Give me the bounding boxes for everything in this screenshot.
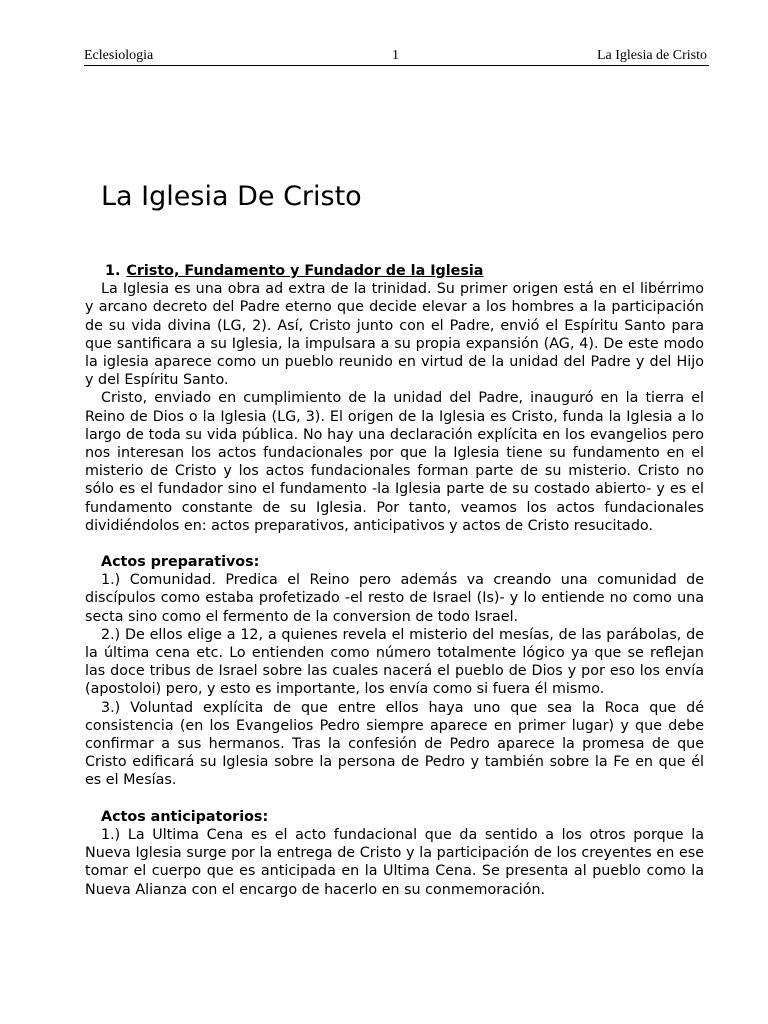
header-course: Eclesiologia bbox=[84, 48, 154, 63]
subheading-anticipatorios: Actos anticipatorios: bbox=[101, 808, 269, 825]
page-header bbox=[84, 47, 709, 66]
list-item: 1.) Comunidad. Predica el Reino pero además va creando una comunidad de discípulos como estaba profetizado -el resto de Israel (Is)- y lo entiende no como una secta sino como el fermento de la conversion de todo Israel. bbox=[85, 572, 704, 625]
list-item: 2.) De ellos elige a 12, a quienes revela el misterio del mesías, de las parábolas, de la última cena etc. Lo entienden como número totalmente lógico ya que se reflejan las doce tribus de Israel sobre las cuales nacerá el pueblo de Dios y por eso los envía (apostoloi) pero, y esto es importante, los envía como si fuera él mismo. bbox=[85, 626, 704, 698]
subheading-preparativos: Actos preparativos: bbox=[101, 554, 260, 571]
document-title: La Iglesia De Cristo bbox=[101, 181, 362, 212]
paragraph: Cristo, enviado en cumplimiento de la unidad del Padre, inauguró en la tierra el Reino de Dios o la Iglesia (LG, 3). El origen de la Iglesia es Cristo, funda la Iglesia a lo largo de toda su vida pública. No hay una declaración explícita en los evangelios pero nos interesan los actos fundacionales por que la Iglesia tiene su fundamento en el misterio de Cristo y los actos fundacionales forman parte de su misterio. Cristo no sólo es el fundador sino el fundamento -la Iglesia parte de su costado abierto- y es el fundamento constante de su Iglesia. Por tanto, veamos los actos fundacionales dividiéndolos en: actos preparativos, anticipativos y actos de Cristo resucitado. bbox=[85, 390, 704, 534]
header-chapter: La Iglesia de Cristo bbox=[596, 48, 707, 63]
document-body bbox=[85, 262, 704, 899]
list-item: 1.) La Ultima Cena es el acto fundacional que da sentido a los otros porque la Nueva Iglesia surge por la entrega de Cristo y la participación de los creyentes en ese tomar el cuerpo que es anticipada en la Ultima Cena. Se presenta al pueblo como la Nueva Alianza con el encargo de hacerlo en su conmemoración. bbox=[85, 826, 704, 898]
paragraph: La Iglesia es una obra ad extra de la trinidad. Su primer origen está en el libérrimo y arcano decreto del Padre eterno que decide elevar a los hombres a la participación de su vida divina (LG, 2). Así, Cristo junto con el Padre, envió el Espíritu Santo para que santificara a su Iglesia, la impulsara a su propia expansión (AG, 4). De este modo la iglesia aparece como un pueblo reunido en virtud de la unidad del Padre y del Hijo y del Espíritu Santo. bbox=[85, 281, 704, 389]
page-number: 1 bbox=[392, 48, 399, 63]
list-item: 3.) Voluntad explícita de que entre ellos haya uno que sea la Roca que dé consistencia (en los Evangelios Pedro siempre aparece en primer lugar) y que debe confirmar a sus hermanos. Tras la confesión de Pedro aparece la promesa de que Cristo edificará su Iglesia sobre la persona de Pedro y también sobre la Fe en que él es el Mesías. bbox=[85, 699, 704, 789]
section-number: 1. bbox=[105, 263, 121, 279]
section-heading-text: Cristo, Fundamento y Fundador de la Iglesia bbox=[126, 263, 484, 279]
section-heading bbox=[105, 262, 704, 280]
